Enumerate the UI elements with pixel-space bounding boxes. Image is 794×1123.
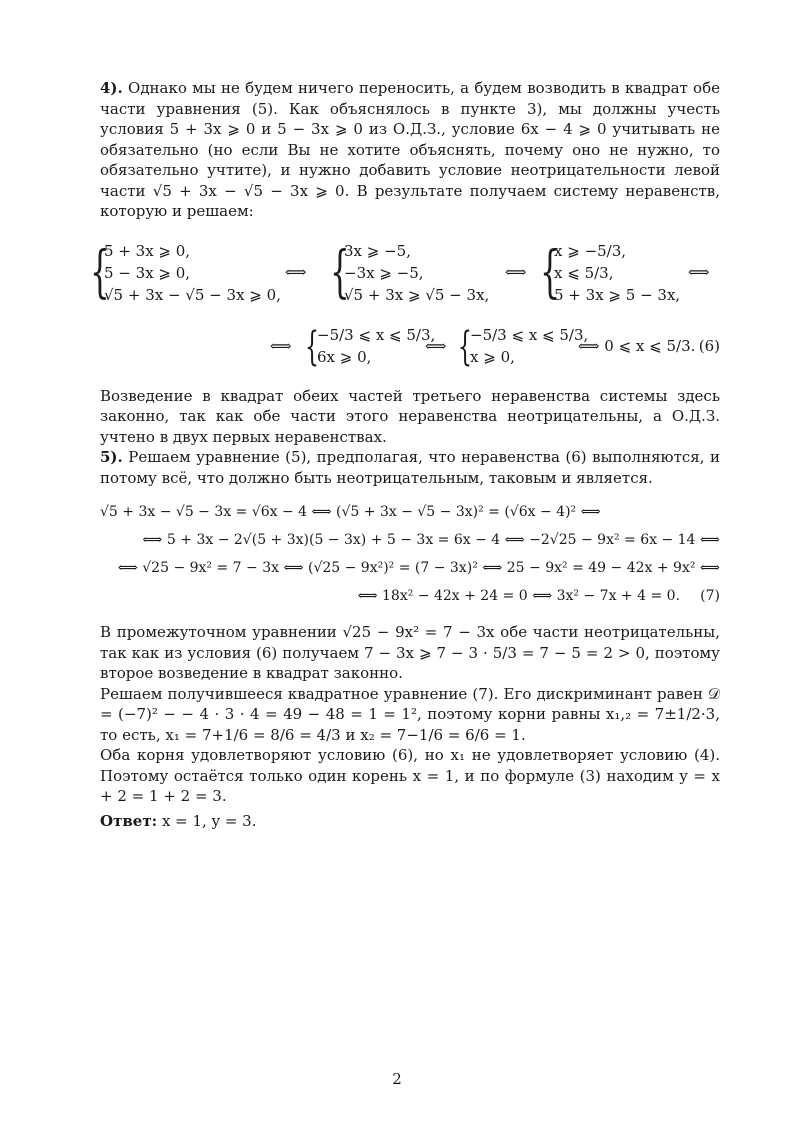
system-row-2	[100, 324, 720, 376]
system-3-line-1: x ⩾ −5/3,	[554, 241, 627, 260]
equation-line-4-text: ⟺ 18x² − 42x + 24 = 0 ⟺ 3x² − 7x + 4 = 0.	[357, 588, 680, 604]
equation-number-6: (6)	[698, 336, 720, 355]
paragraph-4	[100, 78, 720, 222]
answer	[100, 811, 720, 832]
paragraph-4-text: Однако мы не будем ничего переносить, а будем возводить в квадрат обе части уравнения (5). Как объяснялось в пункте 3), мы должны учесть условия 5 + 3x ⩾ 0 и 5 − 3x ⩾ 0 из О.Д.З., условие 6x − 4 ⩾ 0 учитывать не обязательно (но если Вы не хотите объяснять, почему оно не нужно, то обязательно учтите), и нужно добавить условие неотрицательности левой части √5 + 3x − √5 − 3x ⩾ 0. В результате получаем систему неравенств, которую и решаем:	[100, 79, 720, 220]
system-2	[330, 240, 489, 306]
system-1-line-3: √5 + 3x − √5 − 3x ⩾ 0,	[104, 285, 281, 304]
equivalence-arrow: ⟺	[425, 336, 447, 355]
answer-value: x = 1, y = 3.	[161, 811, 257, 830]
equation-line-4	[100, 582, 720, 610]
system-2-line-1: 3x ⩾ −5,	[344, 241, 411, 260]
brace-icon: {	[540, 239, 560, 305]
system-4	[305, 324, 435, 370]
paragraph-roots: Оба корня удовлетворяют условию (6), но x₁ не удовлетворяет условию (4). Поэтому остаётся только один корень x = 1, и по формуле (3) находим y = x + 2 = 1 + 2 = 3.	[100, 746, 720, 805]
equation-line-1: √5 + 3x − √5 − 3x = √6x − 4 ⟺ (√5 + 3x − √5 − 3x)² = (√6x − 4)² ⟺	[100, 504, 601, 520]
brace-icon: {	[458, 323, 472, 370]
system-3-line-3: 5 + 3x ⩾ 5 − 3x,	[554, 285, 681, 304]
system-4-line-2: 6x ⩾ 0,	[317, 347, 372, 366]
item-number-4: 4).	[100, 79, 123, 97]
system-3	[540, 240, 680, 306]
page-body	[90, 78, 720, 831]
system-5-line-2: x ⩾ 0,	[470, 347, 515, 366]
item-number-5: 5).	[100, 448, 123, 466]
equivalence-arrow: ⟺	[505, 262, 527, 281]
paragraph-discriminant: Решаем получившееся квадратное уравнение (7). Его дискриминант равен 𝒟 = (−7)² − − 4 · 3 · 4 = 49 − 48 = 1 = 1², поэтому корни равны x₁,₂ = 7±1/2·3, то есть, x₁ = 7+1/6 = 8/6 = 4/3 и x₂ = 7−1/6 = 6/6 = 1.	[100, 684, 720, 744]
system-5-line-1: −5/3 ⩽ x ⩽ 5/3,	[470, 325, 589, 344]
system-2-line-3: √5 + 3x ⩾ √5 − 3x,	[344, 285, 490, 304]
page-number: 2	[392, 1070, 402, 1088]
brace-icon: {	[90, 239, 110, 305]
system-final: ⟺ 0 ⩽ x ⩽ 5/3.	[578, 336, 696, 355]
paragraph-squaring: Возведение в квадрат обеих частей третьего неравенства системы здесь законно, так как обе части этого неравенства неотрицательны, а О.Д.З. учтено в двух первых неравенствах.	[100, 386, 720, 446]
equivalence-arrow: ⟺	[285, 262, 307, 281]
paragraph-5-text: Решаем уравнение (5), предполагая, что неравенства (6) выполняются, и потому всё, что должно быть неотрицательным, таковым и является.	[100, 448, 720, 487]
system-4-line-1: −5/3 ⩽ x ⩽ 5/3,	[317, 325, 436, 344]
system-row-1	[90, 239, 720, 318]
equivalence-arrow: ⟺	[270, 336, 292, 355]
brace-icon: {	[305, 323, 319, 370]
equation-block-7	[100, 498, 720, 610]
system-5	[458, 324, 588, 370]
paragraph-5	[100, 447, 720, 488]
equation-number-7: (7)	[700, 588, 720, 604]
equation-line-2: ⟺ 5 + 3x − 2√(5 + 3x)(5 − 3x) + 5 − 3x = 6x − 4 ⟺ −2√25 − 9x² = 6x − 14 ⟺	[142, 532, 720, 548]
answer-label: Ответ:	[100, 811, 158, 830]
paragraph-intermediate: В промежуточном уравнении √25 − 9x² = 7 − 3x обе части неотрицательны, так как из условия (6) получаем 7 − 3x ⩾ 7 − 3 · 5/3 = 7 − 5 = 2 > 0, поэтому второе возведение в квадрат законно.	[100, 623, 720, 682]
equation-line-3: ⟺ √25 − 9x² = 7 − 3x ⟺ (√25 − 9x²)² = (7 − 3x)² ⟺ 25 − 9x² = 49 − 42x + 9x² ⟺	[117, 560, 720, 576]
system-1-line-2: 5 − 3x ⩾ 0,	[104, 263, 191, 282]
system-1-line-1: 5 + 3x ⩾ 0,	[104, 241, 191, 260]
system-3-line-2: x ⩽ 5/3,	[554, 263, 614, 282]
system-1	[90, 240, 281, 306]
equivalence-arrow: ⟺	[688, 262, 710, 281]
system-2-line-2: −3x ⩾ −5,	[344, 263, 424, 282]
brace-icon: {	[330, 239, 350, 305]
